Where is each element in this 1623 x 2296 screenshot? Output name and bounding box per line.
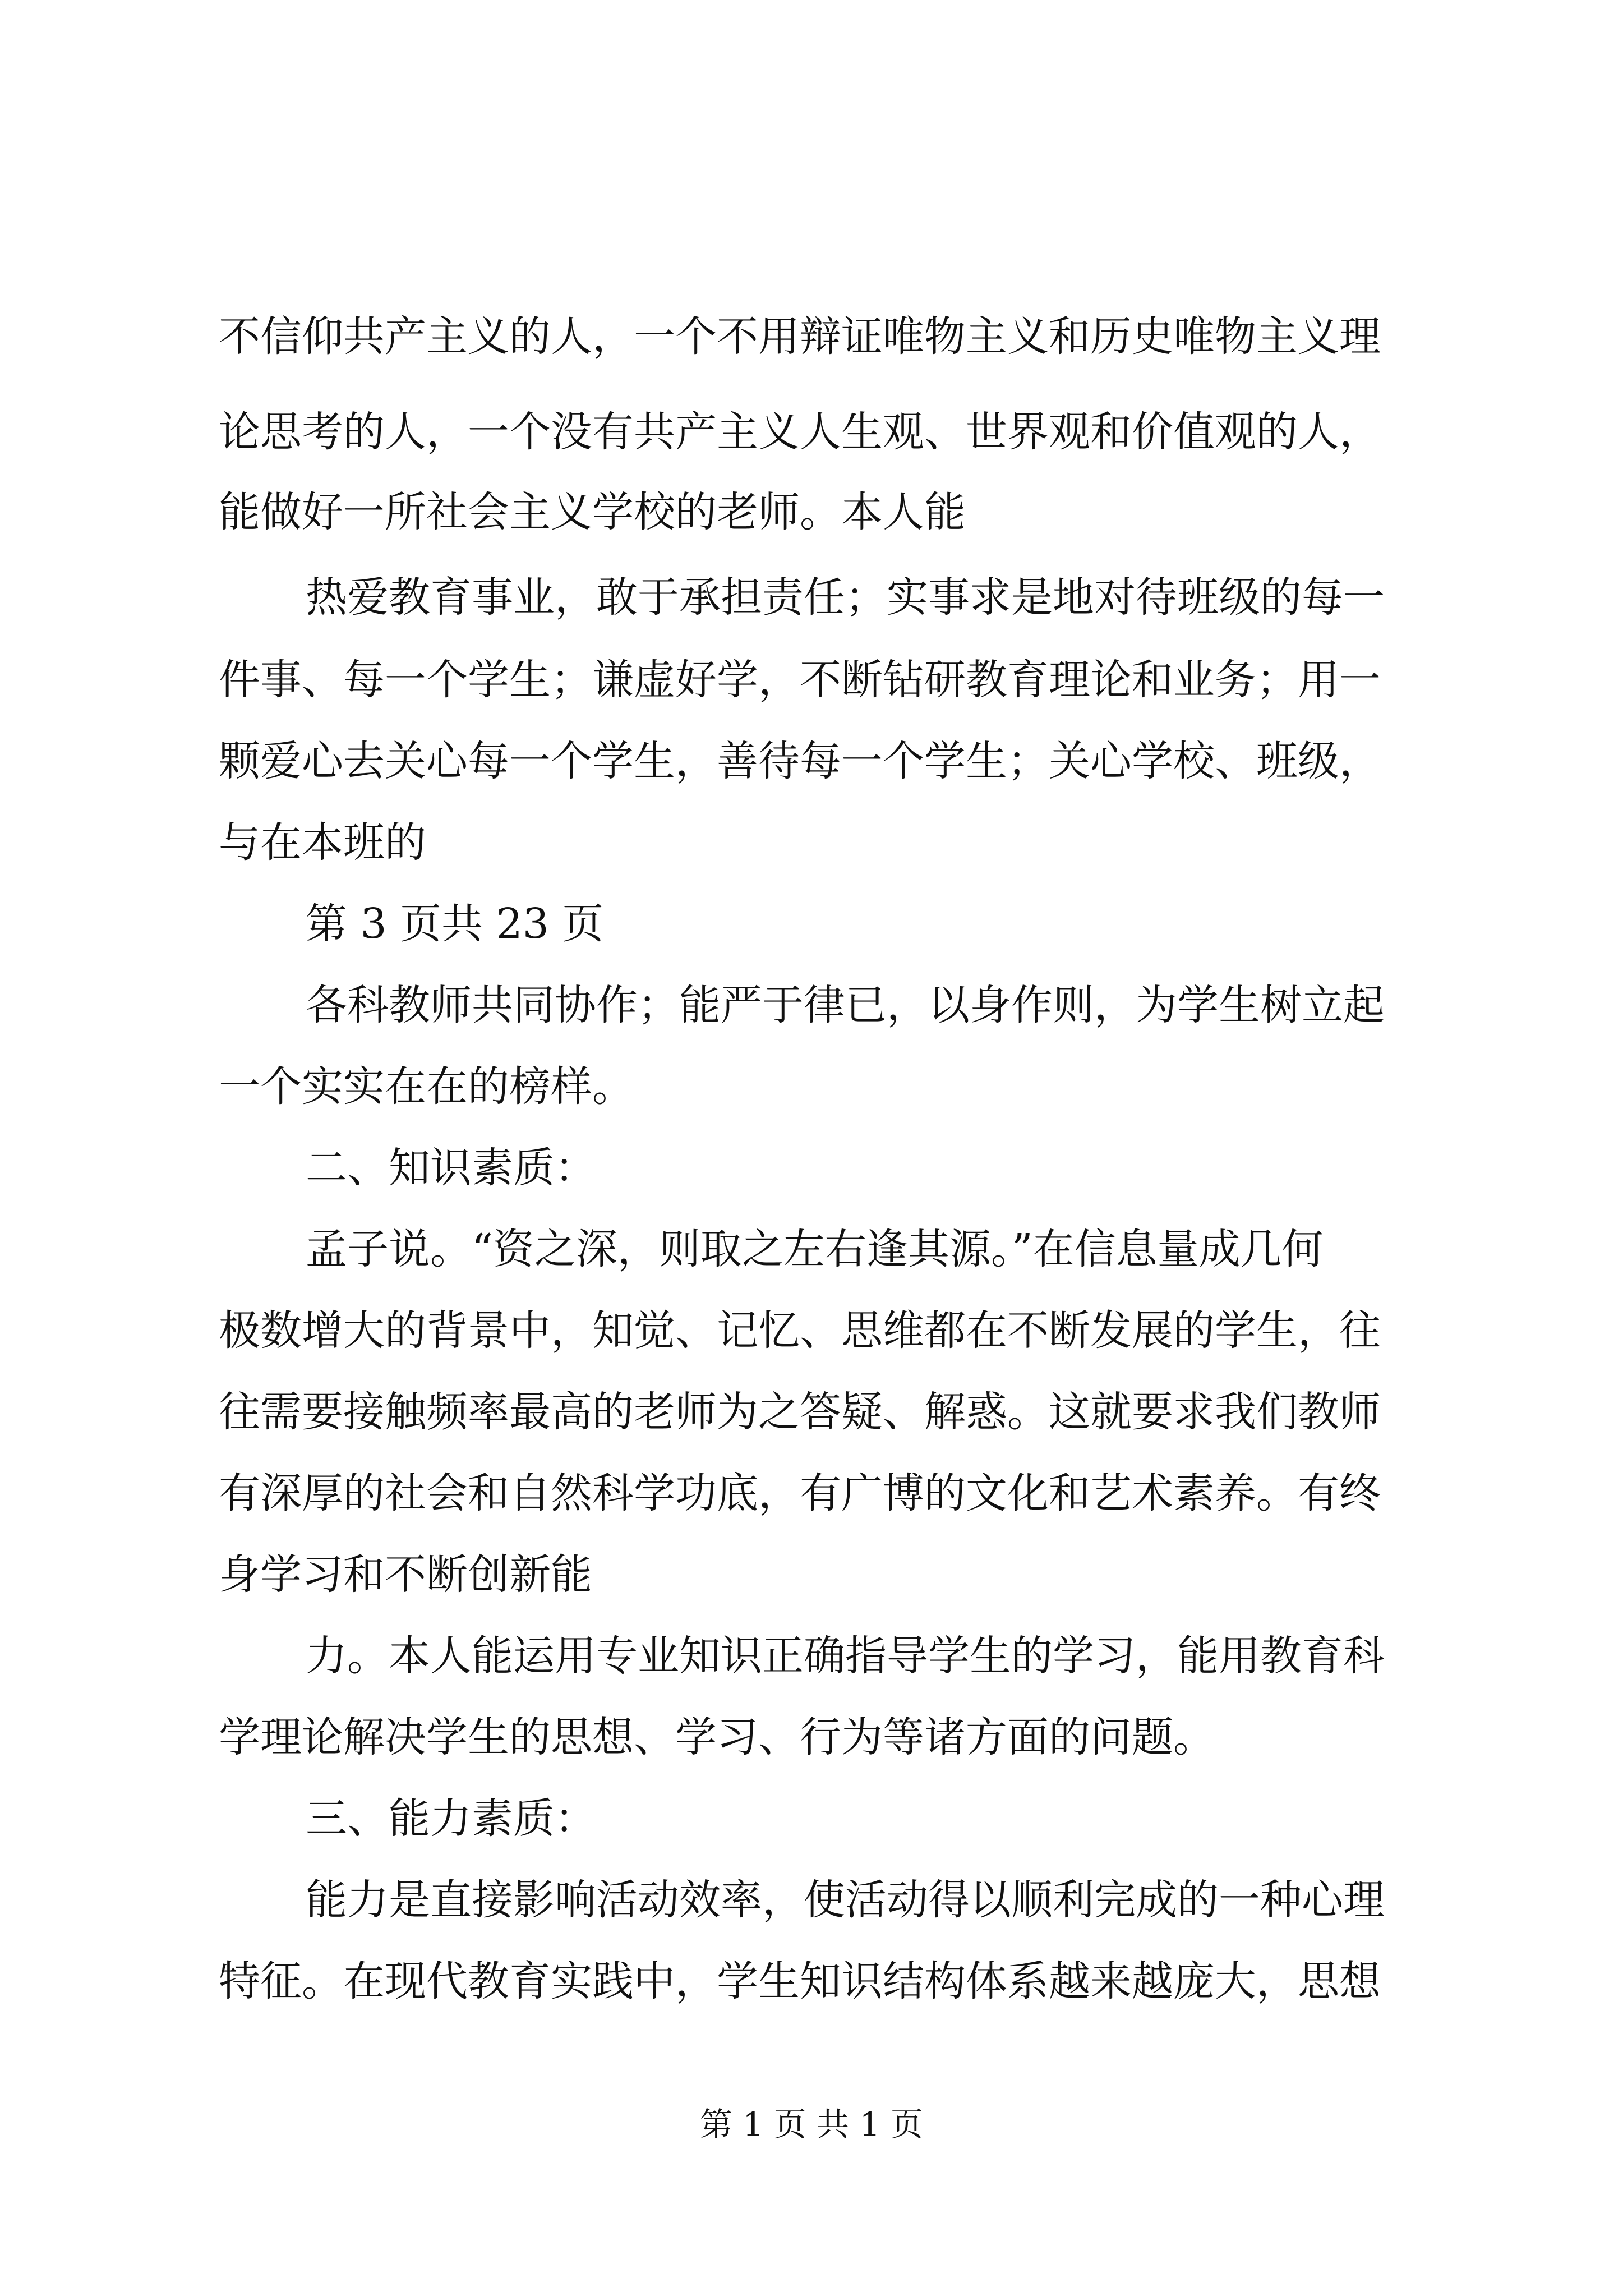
section-heading: 三、能力素质： [306, 1795, 596, 1843]
text-line: 极数增大的背景中，知觉、记忆、思维都在不断发展的学生，往 [219, 1306, 1381, 1355]
text-line: 不信仰共产主义的人，一个不用辩证唯物主义和历史唯物主义理 [219, 312, 1381, 361]
text-line: 能做好一所社会主义学校的老师。本人能 [219, 488, 966, 536]
paragraph-start-line: 各科教师共同协作；能严于律已，以身作则，为学生树立起 [306, 981, 1385, 1029]
text-line: 学理论解决学生的思想、学习、行为等诸方面的问题。 [219, 1713, 1215, 1761]
text-line: 颗爱心去关心每一个学生，善待每一个学生；关心学校、班级， [219, 737, 1381, 785]
section-heading: 二、知识素质： [306, 1144, 596, 1192]
page-footer: 第 1 页 共 1 页 [700, 2105, 923, 2143]
text-line: 有深厚的社会和自然科学功底，有广博的文化和艺术素养。有终 [219, 1469, 1381, 1517]
inline-page-marker: 第 3 页共 23 页 [306, 900, 604, 948]
text-line: 往需要接触频率最高的老师为之答疑、解惑。这就要求我们教师 [219, 1388, 1381, 1436]
paragraph-start-line: 能力是直接影响活动效率，使活动得以顺利完成的一种心理 [306, 1876, 1385, 1924]
text-line: 件事、每一个学生；谦虚好学，不断钻研教育理论和业务；用一 [219, 656, 1381, 704]
text-line: 论思考的人，一个没有共产主义人生观、世界观和价值观的人， [219, 408, 1381, 456]
text-line: 特征。在现代教育实践中，学生知识结构体系越来越庞大，思想 [219, 1957, 1381, 2005]
paragraph-start-line: 力。本人能运用专业知识正确指导学生的学习，能用教育科 [306, 1632, 1385, 1680]
text-line: 与在本班的 [219, 818, 426, 867]
text-line: 一个实实在在的榜样。 [219, 1062, 634, 1111]
text-line: 身学习和不断创新能 [219, 1550, 592, 1599]
paragraph-start-line: 热爱教育事业，敢于承担责任；实事求是地对待班级的每一 [306, 573, 1385, 622]
paragraph-start-line: 孟子说。“资之深，则取之左右逢其源。”在信息量成几何 [306, 1225, 1324, 1273]
